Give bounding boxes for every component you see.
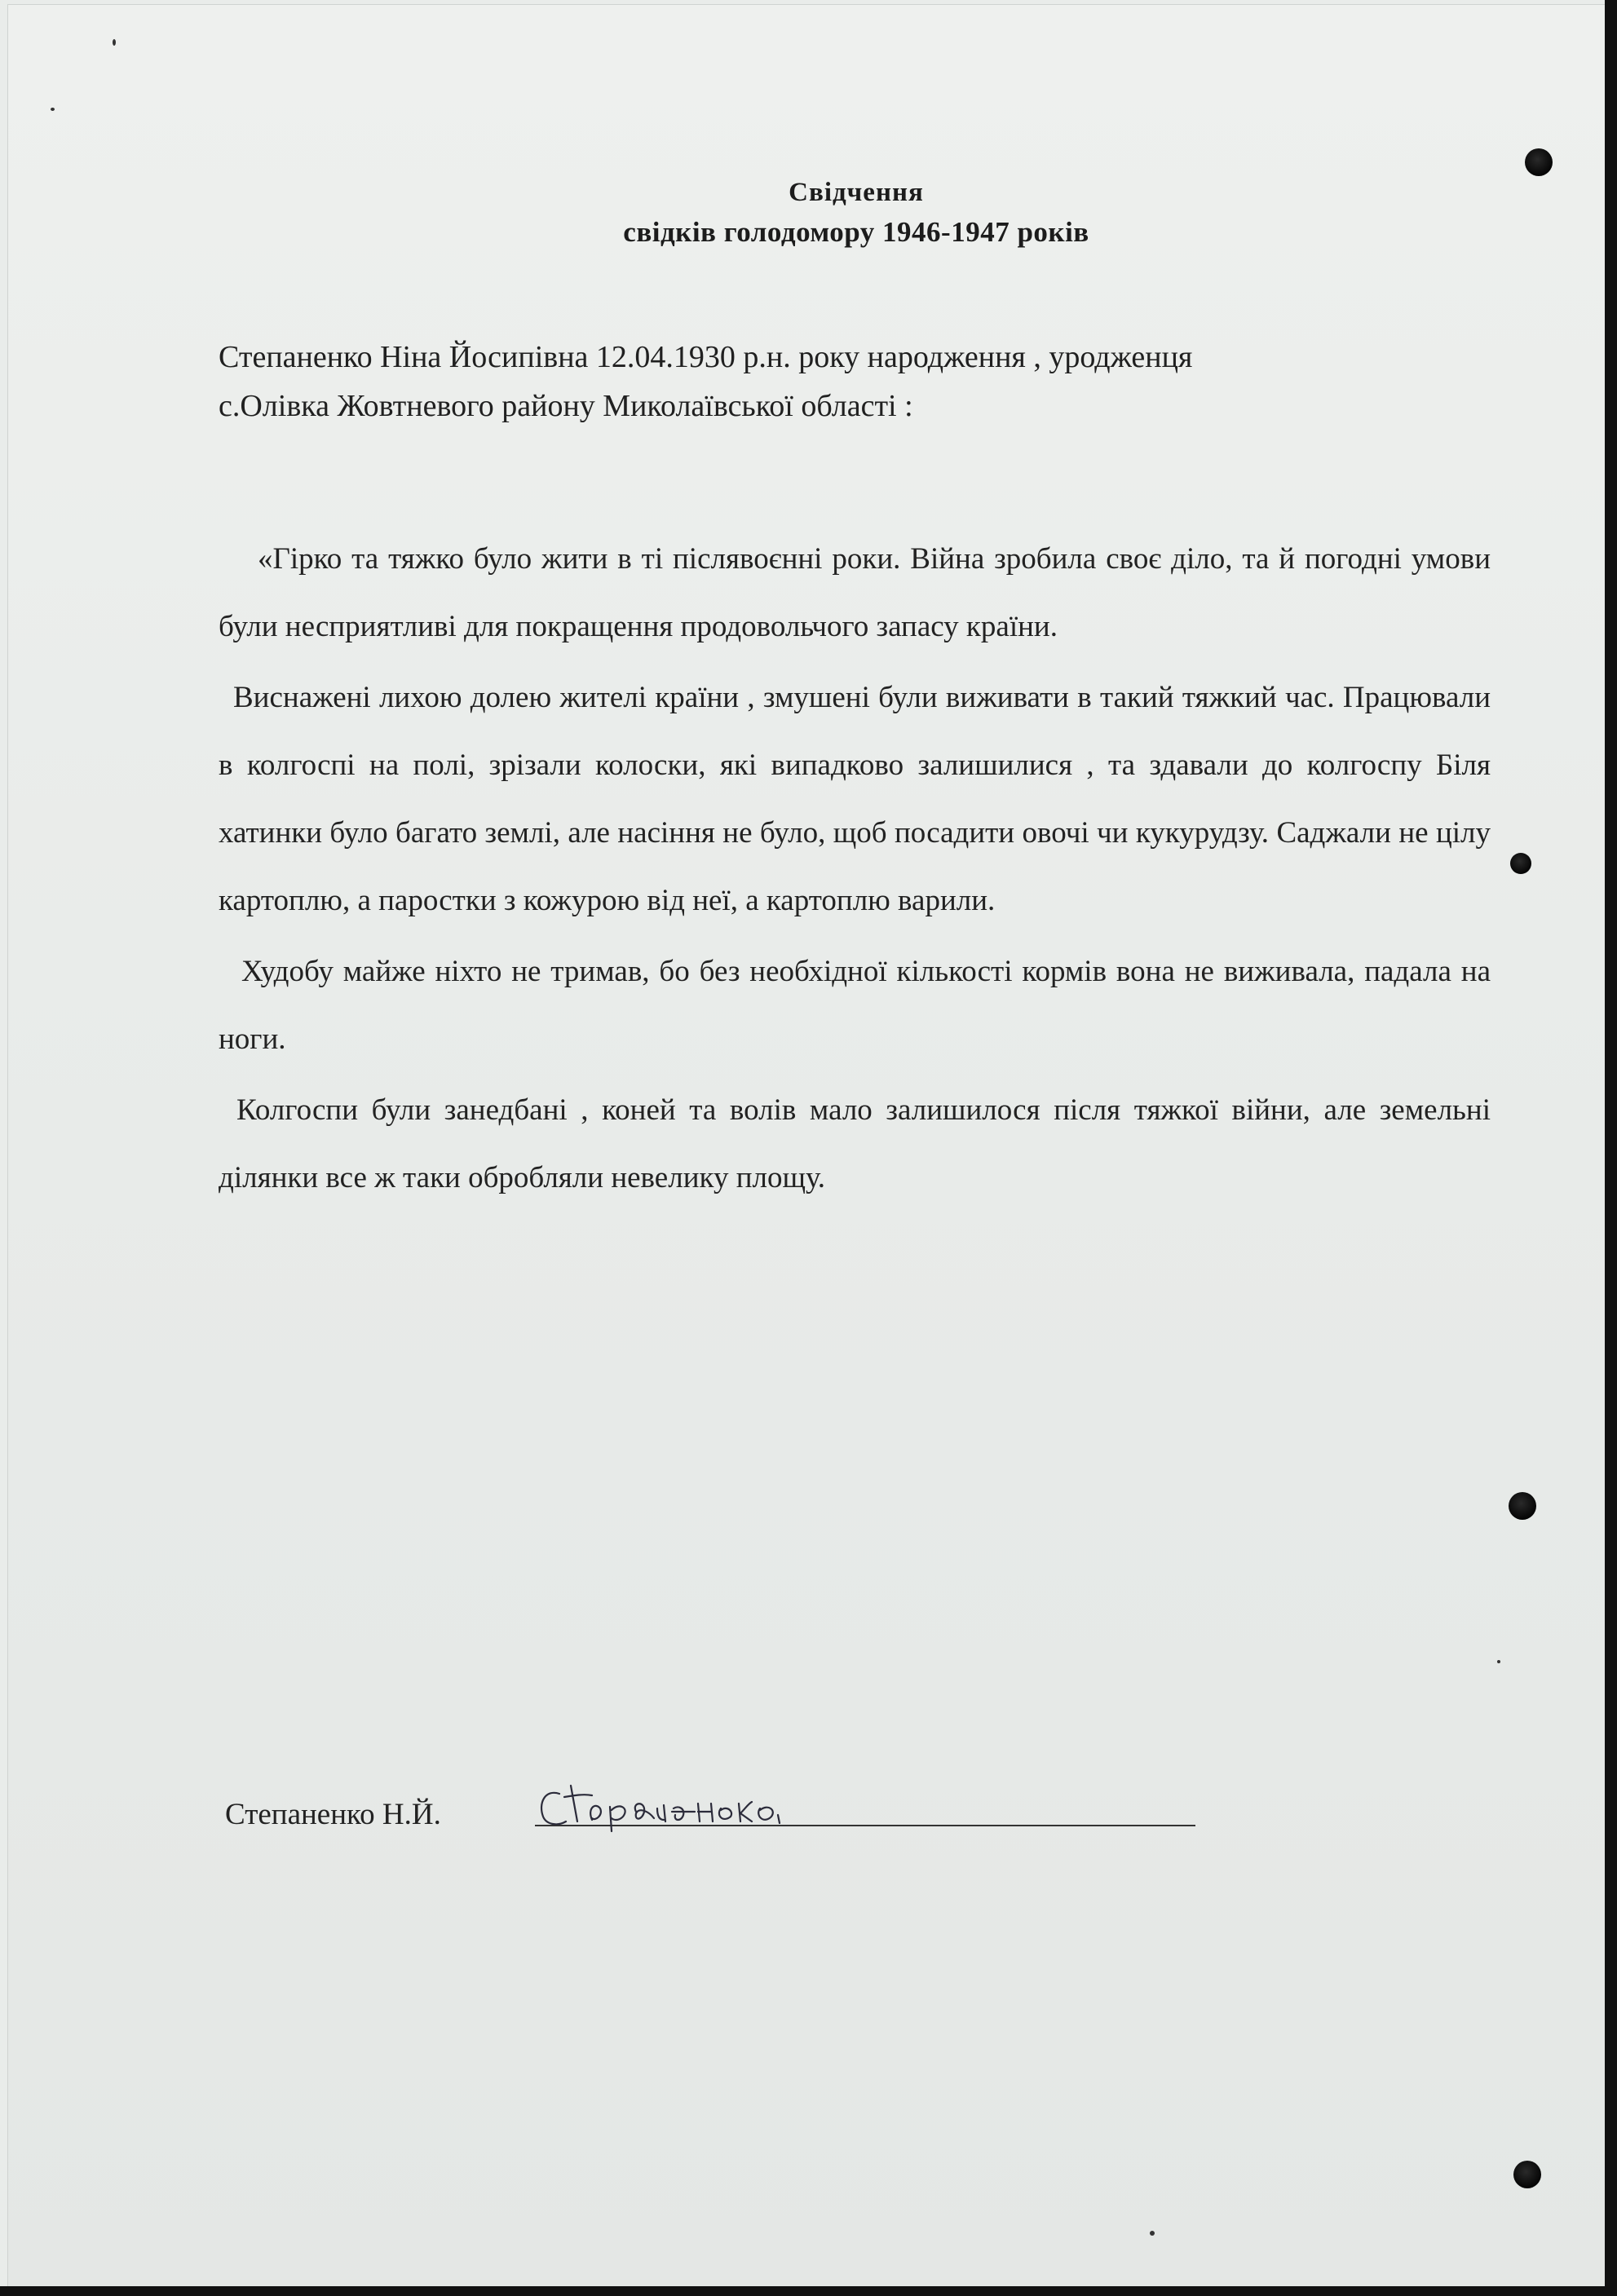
scan-speck	[51, 108, 55, 111]
signature-block	[225, 1779, 1008, 1844]
scan-speck	[1497, 1660, 1500, 1663]
scan-speck	[113, 39, 116, 46]
scan-edge-bottom	[0, 2286, 1617, 2296]
document-title	[457, 173, 1256, 253]
handwritten-signature	[535, 1779, 804, 1836]
punch-hole-top	[1525, 148, 1553, 176]
testimony-body	[219, 525, 1491, 1212]
intro-line-1: Степаненко Ніна Йосипівна 12.04.1930 р.н. року народження , уродженця	[219, 340, 1193, 374]
witness-intro	[219, 333, 1458, 430]
punch-hole-lower-middle	[1509, 1492, 1536, 1520]
scan-edge-right	[1605, 0, 1617, 2296]
punch-hole-upper-middle	[1510, 853, 1531, 874]
testimony-paragraph-3: Худобу майже ніхто не тримав, бо без необхідної кількості кормів вона не виживала, падала на ноги.	[219, 955, 1491, 1056]
scan-speck	[1150, 2231, 1155, 2236]
testimony-paragraph-4: Колгоспи були занедбані , коней та волів мало залишилося після тяжкої війни, але земельні ділянки все ж таки обробляли невелику площу.	[219, 1093, 1491, 1194]
title-line-1: Свідчення	[789, 178, 924, 207]
testimony-paragraph-1: «Гірко та тяжко було жити в ті післявоєнні роки. Війна зробила своє діло, та й погодні умови були несприятливі для покращення продовольчого запасу країни.	[219, 542, 1491, 643]
title-line-2: свідків голодомору 1946-1947 років	[623, 216, 1089, 248]
punch-hole-bottom	[1513, 2161, 1541, 2188]
testimony-paragraph-2: Виснажені лихою долею жителі країни , змушені були виживати в такий тяжкий час. Працювали в колгоспі на полі, зрізали колоски, які випадково залишилися , та здавали до колгоспу Біля хатинки було багато землі, але насіння не було, щоб посадити овочі чи кукурудзу. Саджали не цілу картоплю, а паростки з кожурою від неї, а картоплю варили.	[219, 681, 1491, 917]
intro-line-2: с.Олівка Жовтневого району Миколаївської області :	[219, 389, 913, 423]
signatory-name: Степаненко Н.Й.	[225, 1798, 441, 1831]
